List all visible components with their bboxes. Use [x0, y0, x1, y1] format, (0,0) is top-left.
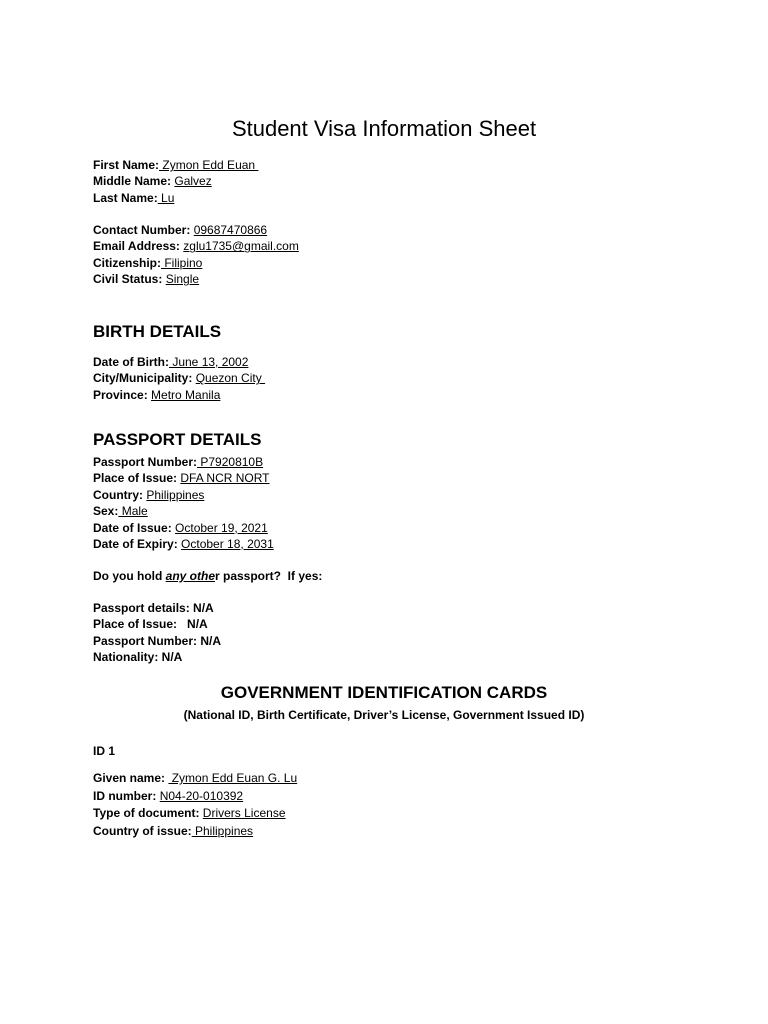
personal-info: [93, 157, 258, 206]
other-passport-number: Passport Number: N/A: [93, 633, 222, 648]
expiry-date-value: October 18, 2031: [181, 537, 274, 552]
gov-ids-subheading: (National ID, Birth Certificate, Driver’s License, Government Issued ID): [183, 708, 585, 722]
place-of-issue-label: Place of Issue:: [93, 471, 178, 486]
issue-date-label: Date of Issue:: [93, 520, 172, 535]
given-name-value: Zymon Edd Euan G. Lu: [168, 771, 298, 785]
other-passport-nationality: Nationality: N/A: [93, 650, 183, 665]
question-suffix: r passport? If yes:: [215, 569, 323, 583]
id-1-label-block: [93, 743, 115, 759]
citizenship-row: [93, 255, 299, 271]
province-label: Province:: [93, 387, 148, 402]
passport-number-row: [93, 454, 274, 470]
contact-number-value: 09687470866: [193, 223, 268, 237]
province-row: [93, 387, 265, 403]
sex-row: [93, 503, 274, 519]
expiry-date-row: [93, 536, 274, 552]
other-passport-question-row: [93, 568, 322, 584]
civil-status-label: Civil Status:: [93, 272, 163, 287]
middle-name-label: Middle Name:: [93, 174, 172, 189]
country-of-issue-value: Philippines: [191, 823, 254, 838]
question-emphasis: any othe: [165, 569, 215, 583]
id-1-info: [93, 770, 297, 840]
birth-info: [93, 354, 265, 403]
dob-row: [93, 354, 265, 370]
citizenship-value: Filipino: [161, 255, 203, 270]
id-number-value: N04-20-010392: [159, 788, 244, 803]
civil-status-value: Single: [165, 272, 200, 287]
given-name-row: [93, 770, 297, 788]
country-value: Philippines: [146, 487, 205, 502]
id-number-row: [93, 788, 297, 806]
id-1-label: ID 1: [93, 744, 116, 758]
email-value: zglu1735@gmail.com: [183, 239, 299, 254]
email-label: Email Address:: [93, 239, 180, 254]
sex-label: Sex:: [93, 504, 119, 519]
country-label: Country:: [93, 487, 143, 502]
issue-date-row: [93, 520, 274, 536]
gov-ids-heading: GOVERNMENT IDENTIFICATION CARDS: [220, 683, 548, 702]
other-passport-question: [93, 568, 322, 584]
doc-type-label: Type of document:: [93, 806, 200, 821]
page-title: Student Visa Information Sheet: [231, 116, 537, 141]
place-of-issue-row: [93, 470, 274, 486]
issue-date-value: October 19, 2021: [175, 520, 268, 535]
given-name-label: Given name:: [93, 771, 166, 785]
last-name-row: [93, 190, 258, 206]
city-row: [93, 370, 265, 386]
last-name-value: Lu: [157, 190, 175, 205]
expiry-date-label: Date of Expiry:: [93, 537, 178, 552]
passport-details-heading: PASSPORT DETAILS: [93, 430, 262, 449]
city-value: Quezon City: [195, 371, 266, 386]
citizenship-label: Citizenship:: [93, 255, 161, 270]
middle-name-row: [93, 173, 258, 189]
contact-number-label: Contact Number:: [93, 223, 191, 237]
contact-number-row: [93, 222, 299, 238]
contact-info: [93, 222, 299, 288]
city-label: City/Municipality:: [93, 371, 193, 386]
other-passport-info: [93, 600, 221, 666]
dob-label: Date of Birth:: [93, 355, 169, 369]
birth-details-heading: BIRTH DETAILS: [93, 322, 222, 341]
civil-status-row: [93, 271, 299, 287]
question-prefix: Do you hold: [93, 569, 166, 583]
first-name-row: [93, 157, 258, 173]
place-of-issue-value: DFA NCR NORT: [180, 471, 270, 486]
province-value: Metro Manila: [151, 387, 221, 402]
passport-number-value: P7920810B: [197, 455, 264, 469]
country-of-issue-label: Country of issue:: [93, 823, 192, 838]
sex-value: Male: [118, 504, 148, 519]
last-name-label: Last Name:: [93, 190, 158, 205]
first-name-value: Zymon Edd Euan: [159, 158, 259, 172]
middle-name-value: Galvez: [174, 174, 212, 189]
id-number-label: ID number:: [93, 788, 157, 803]
passport-info: [93, 454, 274, 552]
passport-number-label: Passport Number:: [93, 455, 198, 469]
other-passport-place: Place of Issue: N/A: [93, 617, 208, 632]
country-of-issue-row: [93, 823, 297, 841]
dob-value: June 13, 2002: [169, 355, 249, 369]
first-name-label: First Name:: [93, 158, 160, 172]
email-row: [93, 238, 299, 254]
doc-type-row: [93, 805, 297, 823]
country-row: [93, 487, 274, 503]
other-passport-details: Passport details: N/A: [93, 601, 214, 615]
doc-type-value: Drivers License: [202, 806, 286, 821]
